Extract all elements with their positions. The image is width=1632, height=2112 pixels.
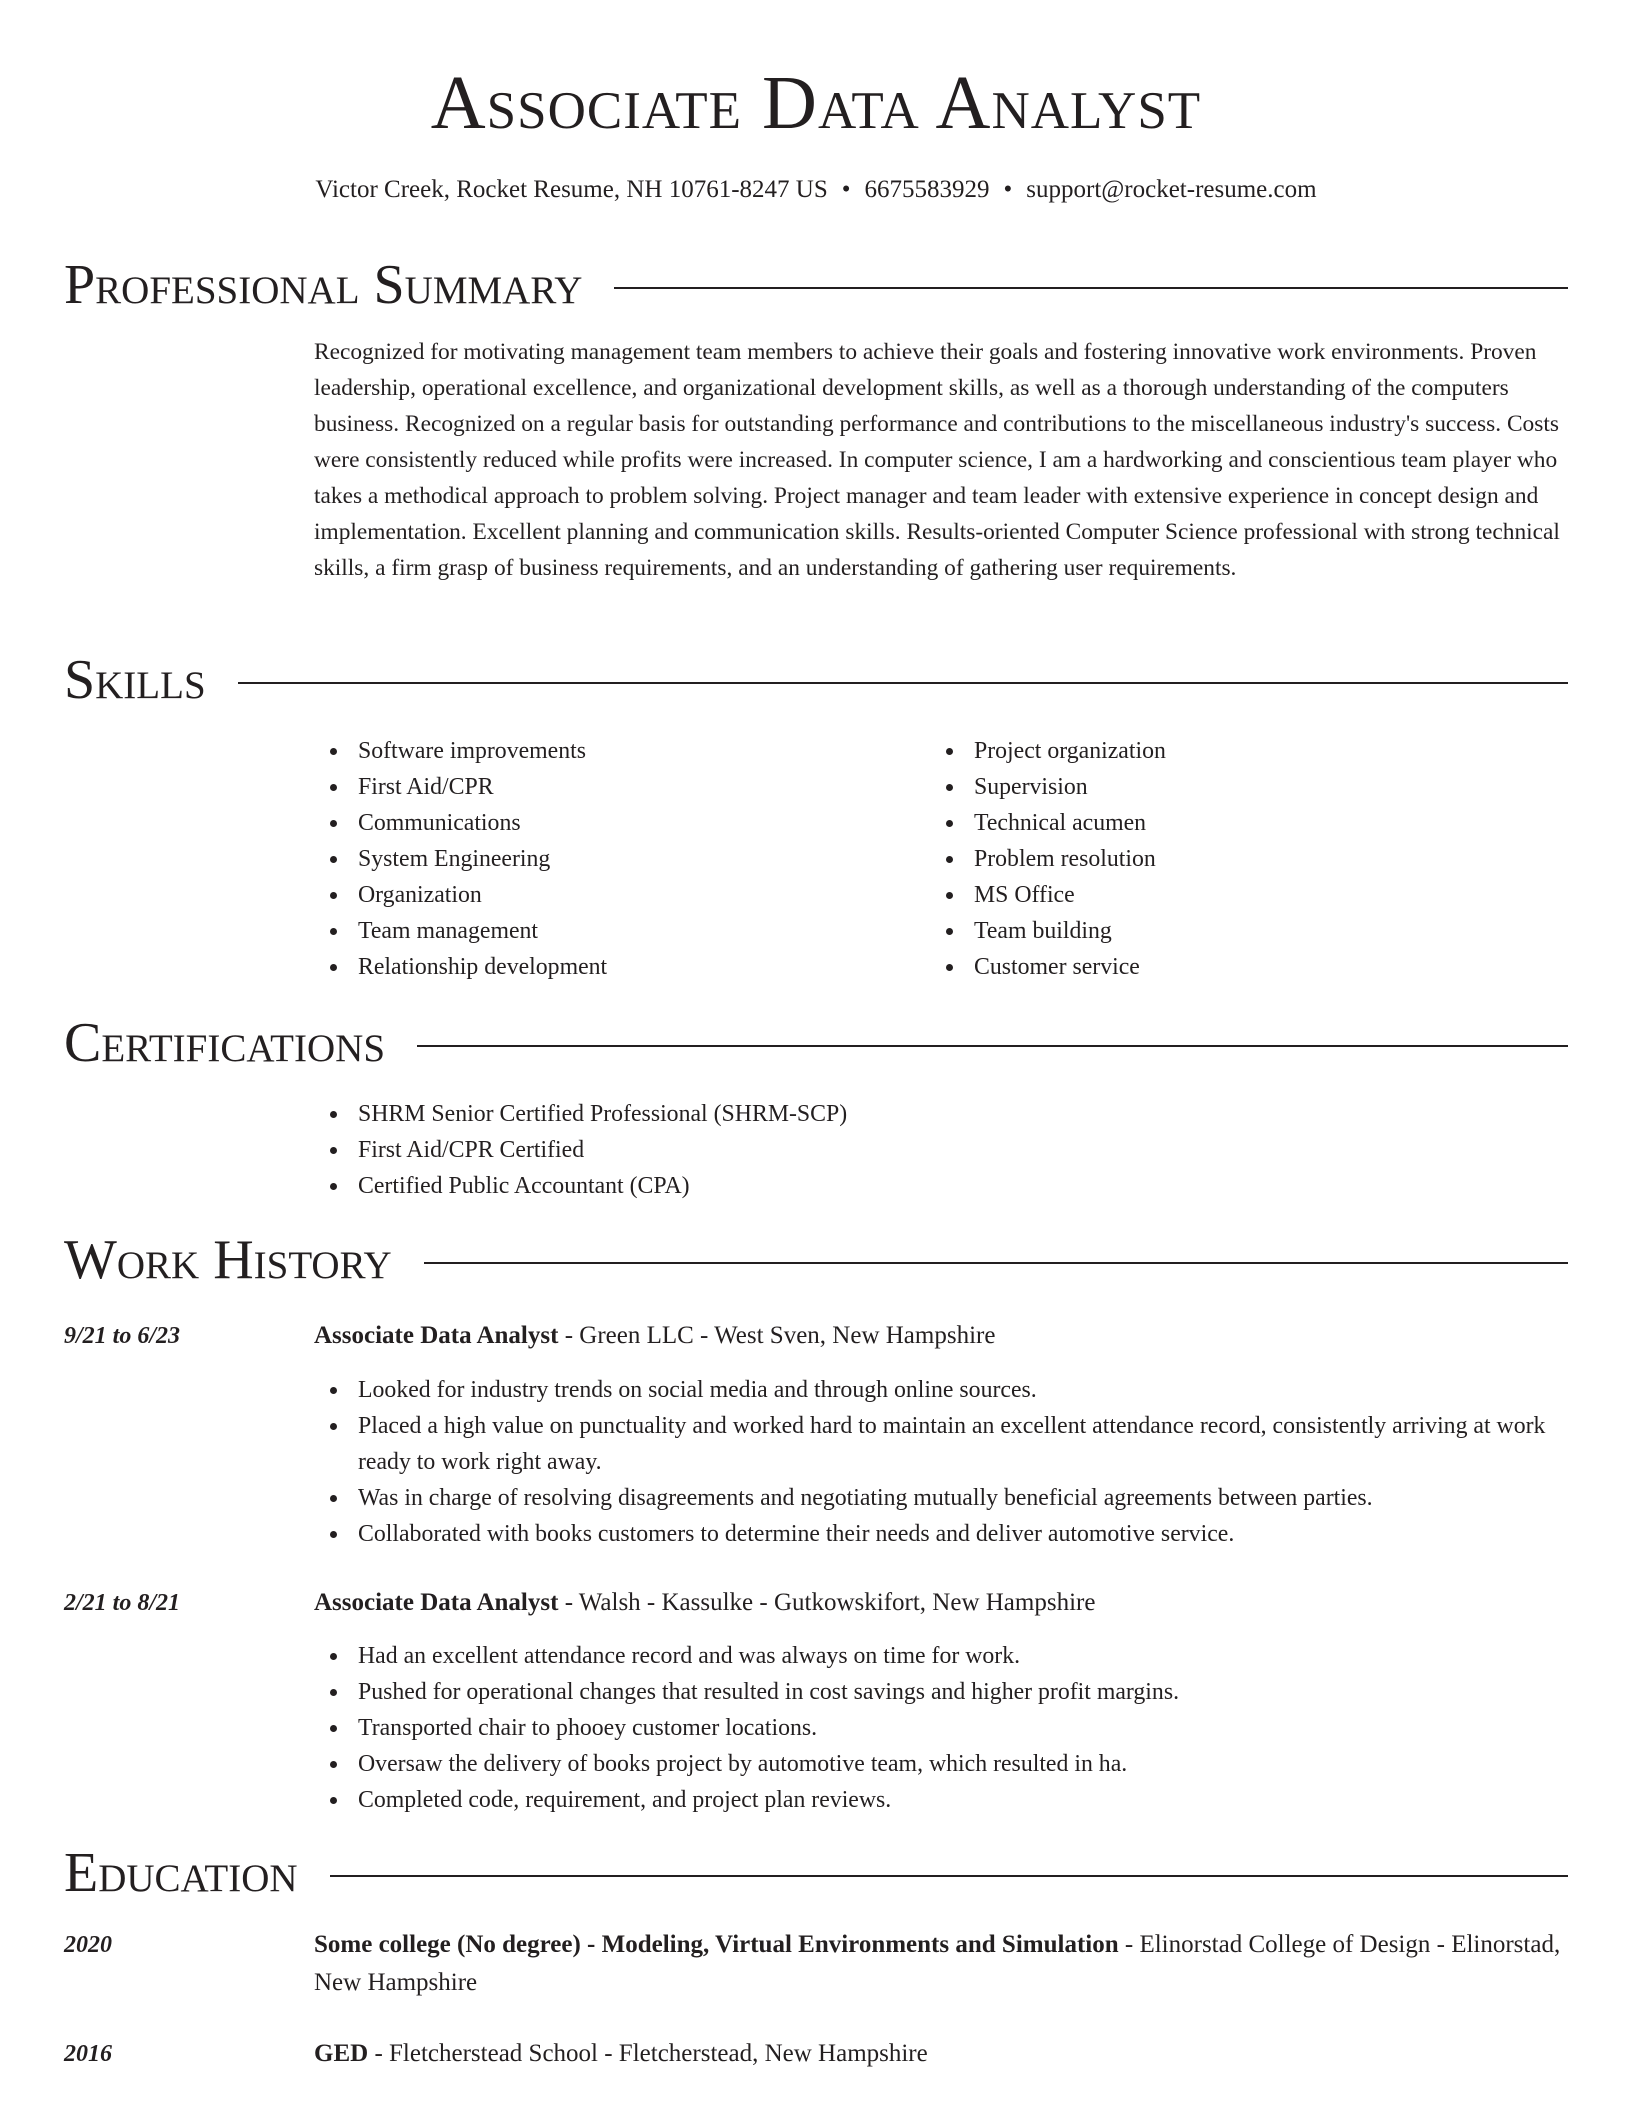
education-entry xyxy=(314,1926,1568,2002)
address: Victor Creek, Rocket Resume, NH 10761-8247 US xyxy=(315,176,828,203)
education-school: - Fletcherstead School - Fletcherstead, New Hampshire xyxy=(368,2040,928,2067)
skill-item: Customer service xyxy=(930,949,1530,985)
phone: 6675583929 xyxy=(864,176,990,203)
skill-item: Technical acumen xyxy=(930,805,1530,841)
contact-separator: • xyxy=(1003,176,1013,203)
job-bullet: Was in charge of resolving disagreements and negotiating mutually beneficial agreements between parties. xyxy=(314,1480,1568,1516)
certification-item: Certified Public Accountant (CPA) xyxy=(314,1168,1568,1204)
certifications-section-header xyxy=(64,1008,1568,1078)
section-divider xyxy=(417,1045,1568,1047)
education-school: - Elinorstad College of Design - Elinorstad, New Hampshire xyxy=(314,1931,1561,1996)
contact-separator: • xyxy=(841,176,851,203)
skill-item: Supervision xyxy=(930,769,1530,805)
certification-item: SHRM Senior Certified Professional (SHRM-SCP) xyxy=(314,1096,1568,1132)
skill-item: First Aid/CPR xyxy=(314,769,914,805)
job-heading xyxy=(314,1317,1568,1355)
summary-title: Professional Summary xyxy=(64,254,583,316)
job-dates: 2/21 to 8/21 xyxy=(64,1590,181,1616)
education-year: 2016 xyxy=(64,2041,112,2067)
candidate-name: Associate Data Analyst xyxy=(430,61,1202,145)
job-role: Associate Data Analyst xyxy=(314,1589,559,1616)
skills-section-header xyxy=(64,645,1568,715)
certification-item: First Aid/CPR Certified xyxy=(314,1132,1568,1168)
skill-item: Team management xyxy=(314,913,914,949)
education-degree: GED xyxy=(314,2040,369,2067)
certifications-title: Certifications xyxy=(64,1012,386,1074)
skill-item: Team building xyxy=(930,913,1530,949)
job-bullet: Pushed for operational changes that resulted in cost savings and higher profit margins. xyxy=(314,1674,1568,1710)
job-employer: - Walsh - Kassulke - Gutkowskifort, New Hampshire xyxy=(558,1589,1096,1616)
work-title: Work History xyxy=(64,1229,392,1291)
skill-item: MS Office xyxy=(930,877,1530,913)
skill-item: Project organization xyxy=(930,733,1530,769)
job-bullet: Had an excellent attendance record and was always on time for work. xyxy=(314,1638,1568,1674)
job-bullet: Oversaw the delivery of books project by automotive team, which resulted in ha. xyxy=(314,1746,1568,1782)
work-section-header xyxy=(64,1225,1568,1295)
section-divider xyxy=(238,682,1568,684)
skills-list-right xyxy=(930,733,1530,985)
skills-list-left xyxy=(314,733,914,985)
education-degree: Some college (No degree) - Modeling, Virtual Environments and Simulation xyxy=(314,1931,1119,1958)
skill-item: Communications xyxy=(314,805,914,841)
job-bullet: Transported chair to phooey customer locations. xyxy=(314,1710,1568,1746)
job-heading xyxy=(314,1584,1568,1622)
skill-item: Organization xyxy=(314,877,914,913)
job-bullet: Collaborated with books customers to determine their needs and deliver automotive service. xyxy=(314,1516,1568,1552)
job-bullet: Placed a high value on punctuality and worked hard to maintain an excellent attendance record, consistently arriving at work ready to work right away. xyxy=(314,1408,1568,1480)
education-title: Education xyxy=(64,1842,298,1904)
job-employer: - Green LLC - West Sven, New Hampshire xyxy=(558,1322,996,1349)
skills-title: Skills xyxy=(64,649,206,711)
skill-item: Relationship development xyxy=(314,949,914,985)
education-section-header xyxy=(64,1838,1568,1908)
section-divider xyxy=(614,287,1568,289)
job-dates: 9/21 to 6/23 xyxy=(64,1323,181,1349)
section-divider xyxy=(424,1262,1568,1264)
contact-line xyxy=(0,174,1632,206)
job-bullets xyxy=(314,1638,1568,1818)
email[interactable]: support@rocket-resume.com xyxy=(1026,176,1317,203)
education-entry xyxy=(314,2035,1568,2073)
certifications-list xyxy=(314,1096,1568,1204)
job-bullet: Looked for industry trends on social media and through online sources. xyxy=(314,1372,1568,1408)
job-bullet: Completed code, requirement, and project plan reviews. xyxy=(314,1782,1568,1818)
education-year: 2020 xyxy=(64,1932,112,1958)
skill-item: Software improvements xyxy=(314,733,914,769)
summary-section-header xyxy=(64,250,1568,320)
summary-text: Recognized for motivating management team members to achieve their goals and fostering innovative work environments. Proven leadership, operational excellence, and organizational development skills, as well as a thorough understanding of the computers business. Recognized on a regular basis for outstanding performance and contributions to the miscellaneous industry's success. Costs were consistently reduced while profits were increased. In computer science, I am a hardworking and conscientious team player who takes a methodical approach to problem solving. Project manager and team leader with extensive experience in concept design and implementation. Excellent planning and communication skills. Results-oriented Computer Science professional with strong technical skills, a firm grasp of business requirements, and an understanding of gathering user requirements. xyxy=(314,339,1560,581)
skill-item: System Engineering xyxy=(314,841,914,877)
section-divider xyxy=(330,1875,1568,1877)
skill-item: Problem resolution xyxy=(930,841,1530,877)
job-bullets xyxy=(314,1372,1568,1552)
job-role: Associate Data Analyst xyxy=(314,1322,559,1349)
